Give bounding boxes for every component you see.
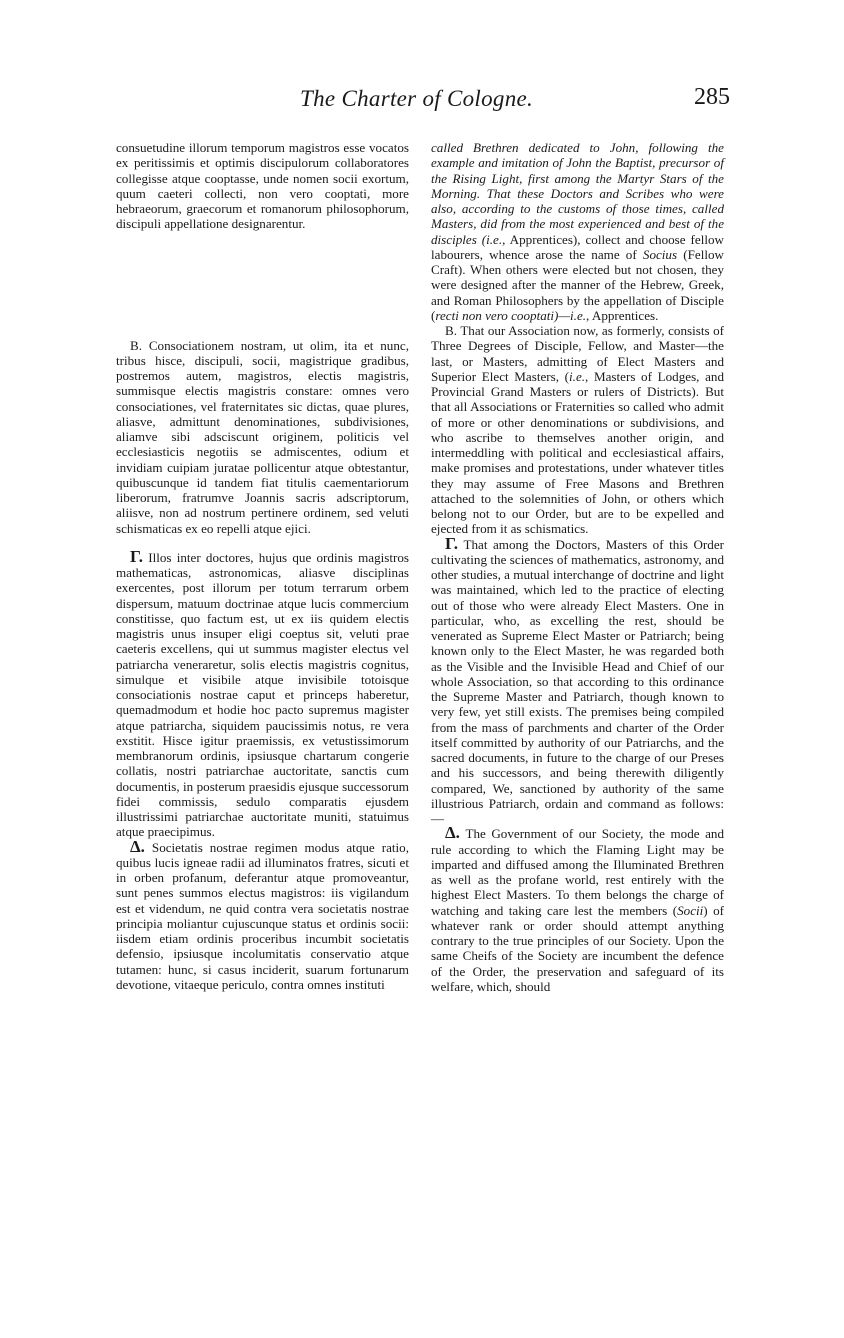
english-section-delta-lead: The Government of our Society, the mode and rule according to which the Flaming Light may be imparted and diffused among the Illuminated Brethren as well as the profane world, rest entirely with the highest Elect Masters. To them belongs the charge of watching and taking care lest the members ( — [431, 826, 724, 918]
latin-section-delta-mark: Δ. — [130, 836, 145, 856]
english-section-b-mark: B. — [445, 323, 458, 338]
english-section-delta-mark: Δ. — [445, 823, 460, 843]
latin-section-gamma-mark: Γ. — [130, 546, 144, 566]
english-section-b-lead: That our Association now, as formerly, consists of Three Degrees of Disciple, Fellow, and Master—the last, or Masters, admitting of Elect Masters and Superior Elect Masters, ( — [431, 323, 724, 384]
latin-paragraph-intro: consuetudine illorum temporum magistros esse vocatos ex peritissimis et optimis discipulorum collaboratores collegisse atque cooptasse, unde nomen socii exortum, quum caeteri collecti, non vero cooptati, more hebraeorum, graecorum et romanorum philosophorum, discipuli appellatione designarentur. — [116, 140, 409, 232]
english-intro-ie: i.e. — [486, 231, 503, 247]
english-intro-mid: , Apprentices), collect and choose fellow labourers, whence arose the name of — [431, 231, 724, 262]
english-paragraph-intro — [431, 140, 724, 323]
latin-section-b-mark: B. — [130, 337, 143, 353]
english-intro-recti: recti non vero cooptati)—i.e. — [435, 307, 587, 323]
english-section-delta-rest: ) of whatever rank or order should attempt anything contrary to the true principles of our Society. Upon the same Cheifs of the Society are incumbent the defence of the Order, the preservation and safeguard of its welfare, which, should — [431, 902, 724, 994]
page-number: 285 — [694, 84, 730, 110]
english-intro-socius: Socius — [642, 246, 678, 262]
english-section-delta-socii: Socii — [677, 902, 704, 918]
english-paragraph-b — [431, 323, 724, 537]
english-section-gamma-mark: Γ. — [445, 533, 459, 553]
english-intro-lead: called Brethren dedicated to John, following the example and imitation of John the Baptist, precursor of the Rising Light, first among the Martyr Stars of the Morning. That these Doctors and Scribes who were also, according to the customs of those times, called Masters, did from the most experienced and best of the disciples ( — [431, 140, 724, 247]
english-column — [431, 140, 724, 994]
latin-paragraph-delta — [116, 836, 409, 993]
english-paragraph-delta — [431, 823, 724, 994]
english-section-b-rest: , Masters of Lodges, and Provincial Grand Masters or rulers of Districts). But that all Associations or Fraternities so called who admit of more or other denominations or subdivisions, and who ascribe to themselves another origin, and intermeddling with political and ecclesiastical affairs, make promises and protestations, under whatever titles they may assume of Free Masons and Brethren attached to the solemnities of John, or others which belong not to our Order, but are to be expelled and ejected from it as schismatics. — [431, 368, 724, 537]
running-title: The Charter of Cologne. — [300, 86, 534, 111]
latin-paragraph-b — [116, 338, 409, 536]
english-section-gamma-text: That among the Doctors, Masters of this Order cultivating the sciences of mathematics, astronomy, and other studies, a mutual interchange of doctrine and light was maintained, which led to the practice of electing out of those who were already Elect Masters. One in particular, who, as excelling the rest, should be venerated as Supreme Elect Master or Patriarch; being known only to the Elect Master, he was regarded both as the Visible and the Invisible Head and Chief of our whole Association, so that according to this ordinance the Supreme Master and Patriarch, though known to very few, yet still exists. The premises being compiled from the mass of parchments and charter of the Order itself committed by authority of our Patriarchs, and the sacred documents, in future to the charge of our Preses and his successors, and being therewith diligently compared, We, sanctioned by authority of the same illustrious Patriarch, ordain and command as follows:— — [431, 536, 724, 826]
latin-section-delta-text: Societatis nostrae regimen modus atque ratio, quibus lucis igneae radii ad illuminatos fratres, sicuti et in orben profanum, deferantur atque promoveantur, sunt penes summos electus magistros: iis vigilandum est et videndum, ne quid contra vera societatis nostrae principia moliantur cujuscunque status et ordinis socii: iisdem etiam ordinis proceribus incumbit societatis defensio, ipsiusque incolumitatis conservatio atque tutamen: hunc, si casus inciderit, suarum fortunarum devotione, vitaeque periculo, contra omnes instituti — [116, 839, 409, 992]
running-head — [300, 86, 730, 118]
english-paragraph-gamma — [431, 533, 724, 827]
english-intro-end: , Apprentices. — [586, 307, 659, 323]
english-section-b-ie: i.e. — [569, 368, 586, 384]
latin-section-gamma-text: Illos inter doctores, hujus que ordinis magistros mathematicas, astronomicas, aliasve disciplinas exercentes, post illorum per totum terrarum orbem dispersum, matuum doctrinae atque lucis commercium constitisse, quo factum est, ut ex iis quidem electis magistris unus insuper eligi coeptus sit, veluti prae caeteris excellens, qui ut summus magister electus vel patriarcha veneraretur, solis electis magistris cognitus, simulque et visibile atque invisibile totoisque consociationis nostrae caput et princeps haberetur, quemadmodum et hodie hoc pacto supremus magister atque patriarcha, siquidem paucissimis notus, re vera exstitit. Hisce igitur praemissis, ex vetustissimorum membranorum ordinis, ipsiusque chartarum congerie collatis, nostri patriarchae auctoritate, sanctis cum documentis, in posterum praesidis ejusque successorum fidei commissis, sedulo comparatis ejusdem illustrissimi patriarchae auctoritate muniti, statuimus atque praecipimus. — [116, 549, 409, 840]
latin-paragraph-gamma — [116, 546, 409, 840]
latin-column — [116, 140, 409, 992]
latin-section-b-text: Consociationem nostram, ut olim, ita et nunc, tribus hisce, discipuli, socii, magistrique gradibus, postremos autem, magistros, electis magistris, summisque electis magistris constare: omnes vero consociationes, vel fraternitates sic dictas, quae plures, aliasve, admittunt denominationes, subdivisiones, aliamve sibi adsciscunt originem, politicis vel ecclesiasticis negotiis se admiscentes, odium et invidiam cuipiam juratae pollicentur atque obtestantur, quibuscunque id tandem fiat titulis caementariorum liberorum, fratrumve Joannis sacris adscriptorum, aliisve, non ad nostrum pertinere ordinem, sed veluti schismaticas ex eo repelli atque ejici. — [116, 337, 409, 536]
english-intro-cont: (Fellow Craft). When others were elected but not chosen, they were designed after the manner of the Hebrew, Greek, and Roman Philosophers by the appellation of Disciple ( — [431, 246, 724, 323]
